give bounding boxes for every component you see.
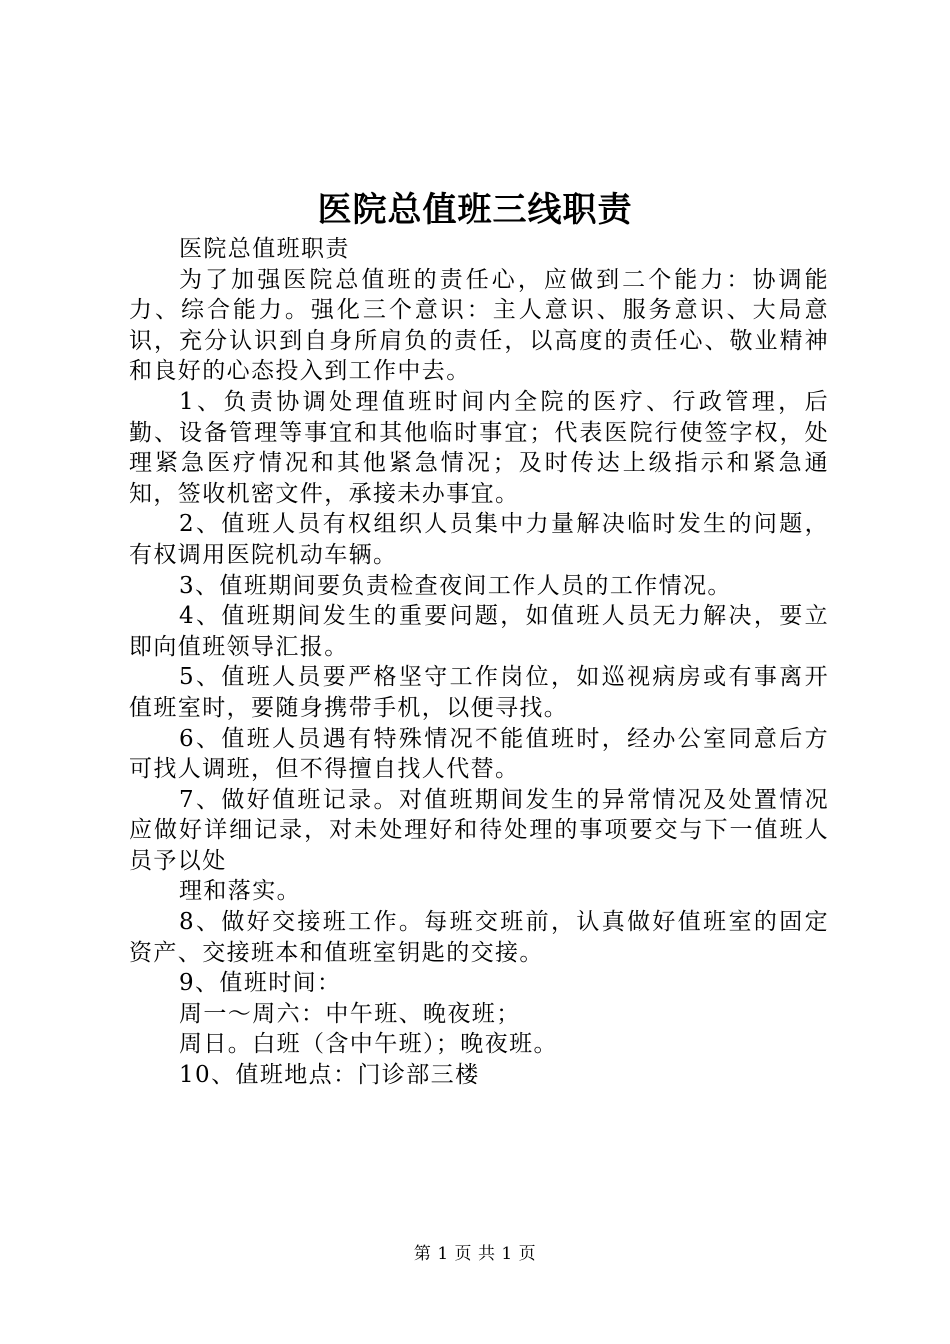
document-body xyxy=(129,234,829,1091)
paragraph-item-8: 8、做好交接班工作。每班交班前，认真做好值班室的固定资产、交接班本和值班室钥匙的交接。 xyxy=(129,909,829,966)
paragraph-item-10: 10、值班地点：门诊部三楼 xyxy=(179,1062,480,1089)
paragraph-item-6: 6、值班人员遇有特殊情况不能值班时，经办公室同意后方可找人调班，但不得擅自找人代替。 xyxy=(129,725,829,783)
paragraph-item-1: 1、负责协调处理值班时间内全院的医疗、行政管理，后勤、设备管理等事宜和其他临时事宜；代表医院行使签字权，处理紧急医疗情况和其他紧急情况；及时传达上级指示和紧急通知，签收机密文件，承接未办事宜。 xyxy=(129,388,829,507)
paragraph-item-3: 3、值班期间要负责检查夜间工作人员的工作情况。 xyxy=(179,572,732,599)
paragraph-item-7-continued: 理和落实。 xyxy=(179,878,301,905)
document-title: 医院总值班三线职责 xyxy=(317,190,633,230)
paragraph-intro: 为了加强医院总值班的责任心，应做到二个能力：协调能力、综合能力。强化三个意识：主人意识、服务意识、大局意识，充分认识到自身所肩负的责任，以高度的责任心、敬业精神和良好的心态投入到工作中去。 xyxy=(129,266,829,385)
paragraph-item-4: 4、值班期间发生的重要问题，如值班人员无力解决，要立即向值班领导汇报。 xyxy=(129,603,829,660)
paragraph-heading: 医院总值班职责 xyxy=(179,236,350,262)
page-footer: 第 1 页 共 1 页 xyxy=(413,1244,537,1264)
paragraph-item-9: 9、值班时间： xyxy=(179,970,342,997)
paragraph-item-7: 7、做好值班记录。对值班期间发生的异常情况及处置情况应做好详细记录，对未处理好和待处理的事项要交与下一值班人员予以处 xyxy=(129,786,829,874)
paragraph-schedule-weekday: 周一～周六：中午班、晚夜班； xyxy=(179,1000,521,1027)
paragraph-item-2: 2、值班人员有权组织人员集中力量解决临时发生的问题，有权调用医院机动车辆。 xyxy=(129,511,829,568)
paragraph-item-5: 5、值班人员要严格坚守工作岗位，如巡视病房或有事离开值班室时，要随身携带手机，以便寻找。 xyxy=(129,664,829,721)
paragraph-schedule-sunday: 周日。白班（含中午班）；晚夜班。 xyxy=(179,1031,558,1058)
